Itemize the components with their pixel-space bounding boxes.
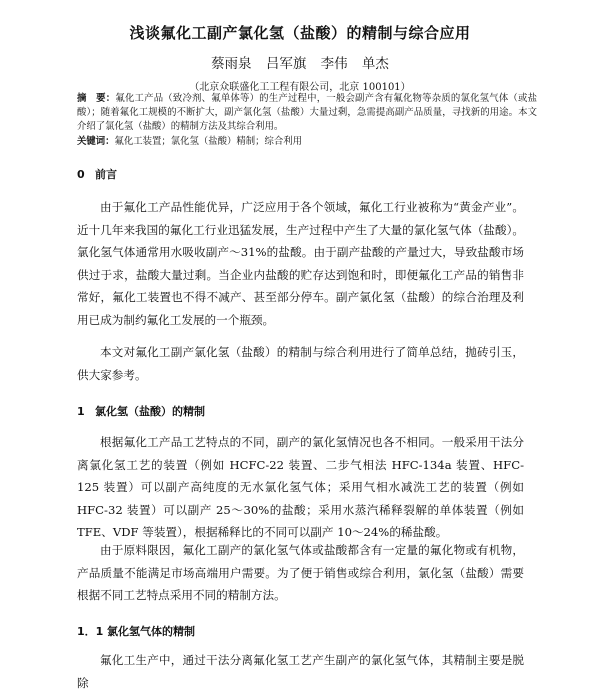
paragraph: 由于原料限因，氟化工副产的氯化氢气体或盐酸都含有一定量的氟化物或有机物，产品质量不能满足市场高端用户需要。为了便于销售或综合利用，氯化氢（盐酸）需要根据不同工艺特点采用不同的精制方法。 (77, 543, 524, 602)
paper-title: 浅谈氟化工副产氯化氢（盐酸）的精制与综合应用 (129, 24, 471, 42)
abstract (77, 92, 537, 134)
keywords-label: 关键词： (77, 136, 115, 147)
section-number: 1 (77, 405, 85, 418)
abstract-label: 摘 要： (77, 93, 116, 104)
abstract-text: 氟化工产品（致冷剂、氟单体等）的生产过程中，一般会副产含有氟化物等杂质的氯化氢气体（或盐酸）；随着氟化工规模的不断扩大，副产氯化氢（盐酸）大量过剩，急需提高副产品质量，寻找新的用途。本文介绍了氯化氢（盐酸）的精制方法及其综合利用。 (77, 93, 537, 132)
paragraph: 本文对氟化工副产氯化氢（盐酸）的精制与综合利用进行了简单总结，抛砖引玉，供大家参考。 (77, 345, 524, 382)
section-number: 1．1 (77, 625, 104, 638)
paragraph: 由于氟化工产品性能优异，广泛应用于各个领域，氟化工行业被称为“黄金产业”。近十几年来我国的氟化工行业迅猛发展，生产过程中产生了大量的氯化氢气体（盐酸）。氯化氢气体通常用水吸收副产～31%的盐酸。由于副产盐酸的产量过大，导致盐酸市场供过于求，盐酸大量过剩。当企业内盐酸的贮存达到饱和时，即便氟化工产品的销售非常好，氟化工装置也不得不减产、甚至部分停车。副产氯化氢（盐酸）的综合治理及利用已成为制约氟化工发展的一个瓶颈。 (77, 200, 524, 327)
keywords (77, 133, 537, 147)
section-heading-0 (77, 166, 117, 182)
section-title: 前言 (95, 168, 117, 181)
section-title: 氯化氢（盐酸）的精制 (95, 405, 205, 418)
subsection-heading-1-1 (77, 623, 195, 639)
paragraph: 根据氟化工产品工艺特点的不同，副产的氯化氢情况也各不相同。一般采用干法分离氯化氢工艺的装置（例如 HCFC-22 装置、二步气相法 HFC-134a 装置、HFC-125 装置）可以副产高纯度的无水氯化氢气体；采用气相水减洗工艺的装置（例如 HFC-32 装置）可以副产 25～30%的盐酸；采用水蒸汽稀释裂解的单体装置（例如 TFE、VDF 等装置），根据稀释比的不同可以副产 10～24%的稀盐酸。 (77, 435, 524, 539)
keywords-text: 氟化工装置；氯化氢（盐酸）精制；综合利用 (114, 136, 303, 147)
section-heading-1 (77, 403, 205, 419)
paper-affiliation: （北京众联盛化工工程有限公司，北京 100101） (189, 82, 411, 93)
section-number: 0 (77, 168, 85, 181)
section-title: 氯化氢气体的精制 (107, 625, 195, 638)
paper-authors: 蔡雨泉 吕军旗 李伟 单杰 (211, 56, 389, 72)
paragraph: 氟化工生产中，通过干法分离氟化氢工艺产生副产的氯化氢气体，其精制主要是脱除 (77, 653, 524, 690)
